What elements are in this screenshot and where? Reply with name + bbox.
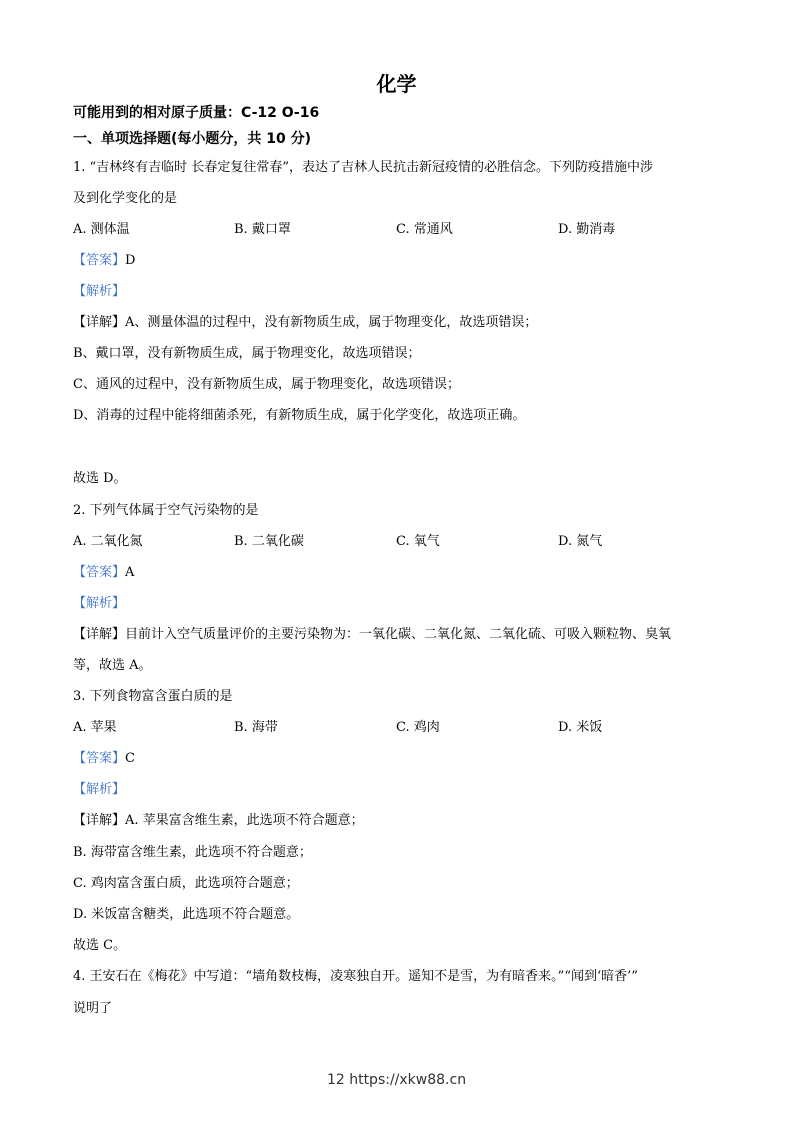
question-3-analysis-tag: 【解析】 — [73, 782, 126, 797]
answer-tag: 【答案】 — [73, 751, 126, 766]
question-2-detail-line-1 — [73, 626, 733, 644]
question-3-stem: 3. 下列食物富含蛋白质的是 — [73, 689, 233, 704]
question-1-stem-line-1: 1. “吉林终有吉临时 长春定复往常春”，表达了吉林人民抗击新冠疫情的必胜信念。下列防疫措施中涉 — [73, 160, 653, 175]
answer-value: A — [125, 565, 135, 580]
option-d: D. 米饭 — [558, 720, 603, 735]
detail-text: A、测量体温的过程中，没有新物质生成，属于物理变化，故选项错误； — [125, 315, 538, 330]
detail-text: 目前计入空气质量评价的主要污染物为：一氧化碳、二氧化氮、二氧化硫、可吸入颗粒物、臭氧 — [125, 627, 672, 642]
question-3-conclusion: 故选 C。 — [73, 938, 127, 953]
option-b: B. 海带 — [234, 720, 278, 735]
question-2-analysis-tag: 【解析】 — [73, 596, 126, 611]
question-1-detail-line-3: C、通风的过程中，没有新物质生成，属于物理变化，故选项错误； — [73, 377, 460, 392]
question-1-conclusion: 故选 D。 — [73, 471, 127, 486]
option-a: A. 测体温 — [73, 222, 130, 237]
question-3-detail-line-1 — [73, 812, 733, 830]
question-3-answer — [73, 750, 733, 768]
detail-tag: 【详解】 — [73, 813, 126, 828]
atomic-mass-line: 可能用到的相对原子质量：C-12 O-16 — [73, 105, 320, 121]
question-1-answer — [73, 252, 733, 270]
question-1-detail-line-4: D、消毒的过程中能将细菌杀死，有新物质生成，属于化学变化，故选项正确。 — [73, 408, 526, 423]
page-footer: 12 https://xkw88.cn — [326, 1072, 467, 1088]
option-d: D. 氮气 — [558, 534, 603, 549]
question-2-detail-line-2: 等，故选 A。 — [73, 658, 152, 673]
detail-tag: 【详解】 — [73, 627, 126, 642]
option-c: C. 氧气 — [396, 534, 440, 549]
question-3-detail-line-2: B. 海带富含维生素，此选项不符合题意； — [73, 845, 312, 860]
option-a: A. 二氧化氮 — [73, 534, 143, 549]
option-c: C. 常通风 — [396, 222, 453, 237]
option-a: A. 苹果 — [73, 720, 117, 735]
answer-tag: 【答案】 — [73, 253, 126, 268]
question-2-answer — [73, 564, 733, 582]
answer-value: C — [125, 751, 135, 766]
option-d: D. 勤消毒 — [558, 222, 616, 237]
page-title: 化学 — [376, 72, 417, 96]
question-4-stem-line-1: 4. 王安石在《梅花》中写道：“墙角数枝梅，凌寒独自开。遥知不是雪，为有暗香来。”“闻到‘暗香’” — [73, 969, 638, 984]
section-heading: 一、单项选择题(每小题分，共 10 分) — [73, 131, 312, 147]
option-c: C. 鸡肉 — [396, 720, 440, 735]
option-b: B. 二氧化碳 — [234, 534, 304, 549]
detail-text: A. 苹果富含维生素，此选项不符合题意； — [125, 813, 364, 828]
question-1-stem-line-2: 及到化学变化的是 — [73, 191, 178, 206]
question-1-analysis-tag: 【解析】 — [73, 284, 126, 299]
question-3-detail-line-4: D. 米饭富含糖类，此选项不符合题意。 — [73, 907, 300, 922]
question-4-stem-line-2: 说明了 — [73, 1001, 113, 1016]
detail-tag: 【详解】 — [73, 315, 126, 330]
question-3-detail-line-3: C. 鸡肉富含蛋白质，此选项符合题意； — [73, 876, 299, 891]
option-b: B. 戴口罩 — [234, 222, 291, 237]
answer-tag: 【答案】 — [73, 565, 126, 580]
answer-value: D — [125, 253, 136, 268]
question-2-stem: 2. 下列气体属于空气污染物的是 — [73, 503, 259, 518]
question-1-detail-line-1 — [73, 314, 733, 332]
question-1-detail-line-2: B、戴口罩，没有新物质生成，属于物理变化，故选项错误； — [73, 346, 421, 361]
